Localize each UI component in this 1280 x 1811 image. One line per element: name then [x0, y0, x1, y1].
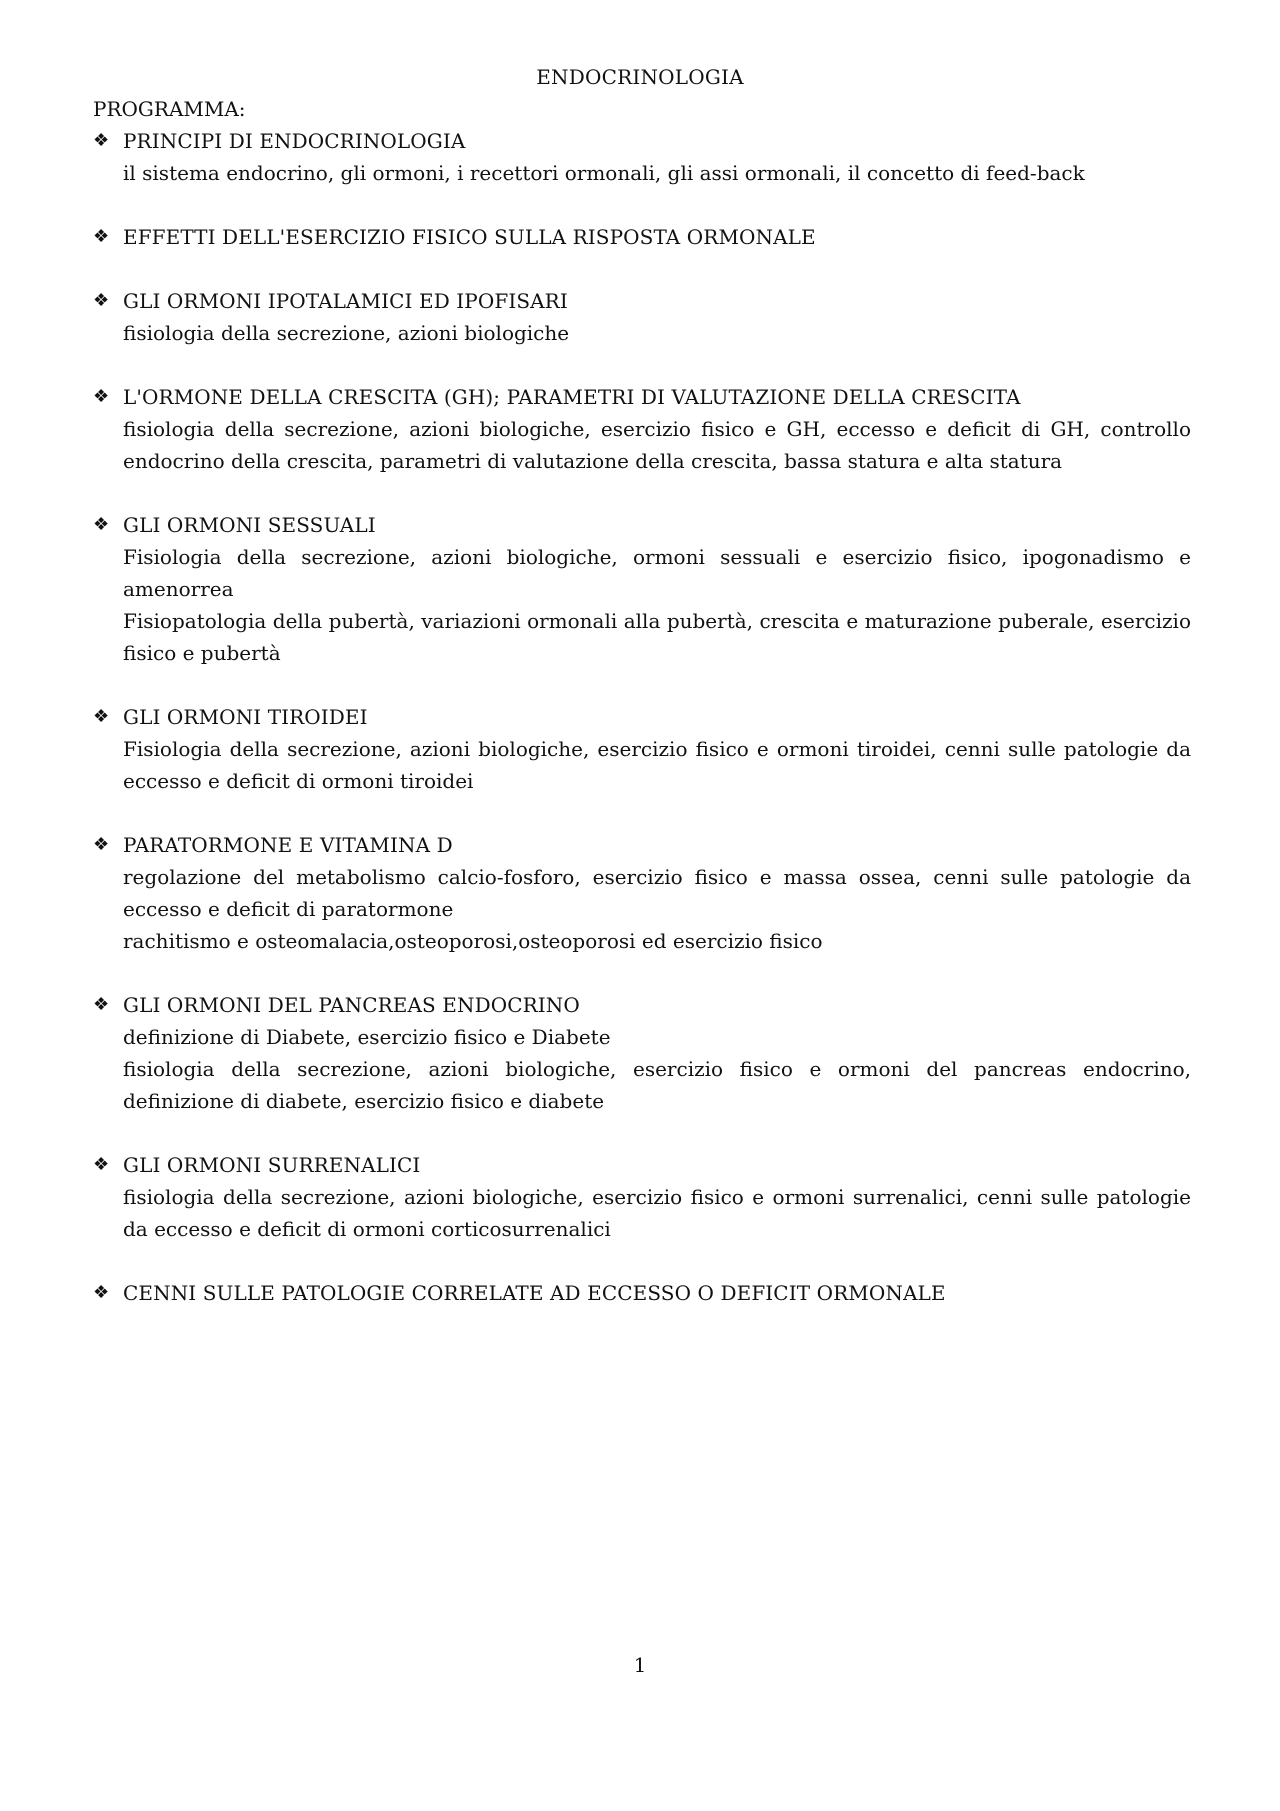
section-description: fisiologia della secrezione, azioni biologiche: [123, 321, 570, 345]
program-section: [93, 285, 1191, 349]
section-description: il sistema endocrino, gli ormoni, i recettori ormonali, gli assi ormonali, il concetto di feed-back: [123, 161, 1085, 185]
page-number: 1: [633, 1653, 647, 1677]
section-description: fisiologia della secrezione, azioni biologiche, esercizio fisico e ormoni surrenalici, cenni sulle patologie da eccesso e deficit di ormoni corticosurrenalici: [123, 1185, 1191, 1241]
section-heading: GLI ORMONI DEL PANCREAS ENDOCRINO: [123, 993, 580, 1017]
section-heading-row: [93, 221, 1191, 253]
section-heading-row: [93, 829, 1191, 861]
section-heading-row: [93, 125, 1191, 157]
section-heading: GLI ORMONI SURRENALICI: [123, 1153, 421, 1177]
section-description: Fisiopatologia della pubertà, variazioni ormonali alla pubertà, crescita e maturazione puberale, esercizio fisico e pubertà: [123, 609, 1191, 665]
document-content: [93, 93, 1191, 1341]
section-heading: GLI ORMONI IPOTALAMICI ED IPOFISARI: [123, 289, 568, 313]
diamond-clover-bullet-icon: ❖: [93, 514, 110, 535]
program-section: [93, 125, 1191, 189]
program-section: [93, 989, 1191, 1117]
diamond-clover-bullet-icon: ❖: [93, 706, 110, 727]
section-description: Fisiologia della secrezione, azioni biologiche, ormoni sessuali e esercizio fisico, ipogonadismo e amenorrea: [123, 545, 1191, 601]
program-section: [93, 1277, 1191, 1309]
program-section: [93, 509, 1191, 669]
section-heading-row: [93, 989, 1191, 1021]
diamond-clover-bullet-icon: ❖: [93, 994, 110, 1015]
program-section: [93, 381, 1191, 477]
section-heading: PARATORMONE E VITAMINA D: [123, 833, 453, 857]
program-section: [93, 1149, 1191, 1245]
diamond-clover-bullet-icon: ❖: [93, 834, 110, 855]
program-section: [93, 829, 1191, 957]
section-heading-row: [93, 701, 1191, 733]
section-heading: GLI ORMONI TIROIDEI: [123, 705, 368, 729]
diamond-clover-bullet-icon: ❖: [93, 386, 110, 407]
diamond-clover-bullet-icon: ❖: [93, 226, 110, 247]
section-heading: CENNI SULLE PATOLOGIE CORRELATE AD ECCESSO O DEFICIT ORMONALE: [123, 1281, 946, 1305]
section-description: fisiologia della secrezione, azioni biologiche, esercizio fisico e ormoni del pancreas endocrino, definizione di diabete, esercizio fisico e diabete: [123, 1057, 1191, 1113]
diamond-clover-bullet-icon: ❖: [93, 1154, 110, 1175]
program-section: [93, 701, 1191, 797]
section-heading-row: [93, 1149, 1191, 1181]
section-heading-row: [93, 285, 1191, 317]
section-description: definizione di Diabete, esercizio fisico e Diabete: [123, 1025, 611, 1049]
section-description: rachitismo e osteomalacia,osteoporosi,osteoporosi ed esercizio fisico: [123, 929, 823, 953]
section-heading-row: [93, 381, 1191, 413]
document-title: ENDOCRINOLOGIA: [536, 65, 744, 89]
section-heading-row: [93, 509, 1191, 541]
section-description: Fisiologia della secrezione, azioni biologiche, esercizio fisico e ormoni tiroidei, cenni sulle patologie da eccesso e deficit di ormoni tiroidei: [123, 737, 1191, 793]
program-section: [93, 221, 1191, 253]
section-description: regolazione del metabolismo calcio-fosforo, esercizio fisico e massa ossea, cenni sulle patologie da eccesso e deficit di paratormone: [123, 865, 1191, 921]
section-heading: PRINCIPI DI ENDOCRINOLOGIA: [123, 129, 466, 153]
section-description: fisiologia della secrezione, azioni biologiche, esercizio fisico e GH, eccesso e deficit di GH, controllo endocrino della crescita, parametri di valutazione della crescita, bassa statura e alta statura: [123, 417, 1191, 473]
program-section-list: [93, 125, 1191, 1309]
diamond-clover-bullet-icon: ❖: [93, 290, 110, 311]
section-heading: EFFETTI DELL'ESERCIZIO FISICO SULLA RISPOSTA ORMONALE: [123, 225, 816, 249]
diamond-clover-bullet-icon: ❖: [93, 130, 110, 151]
program-label: PROGRAMMA:: [93, 97, 246, 121]
section-heading: L'ORMONE DELLA CRESCITA (GH); PARAMETRI DI VALUTAZIONE DELLA CRESCITA: [123, 385, 1021, 409]
section-heading-row: [93, 1277, 1191, 1309]
diamond-clover-bullet-icon: ❖: [93, 1282, 110, 1303]
section-heading: GLI ORMONI SESSUALI: [123, 513, 376, 537]
